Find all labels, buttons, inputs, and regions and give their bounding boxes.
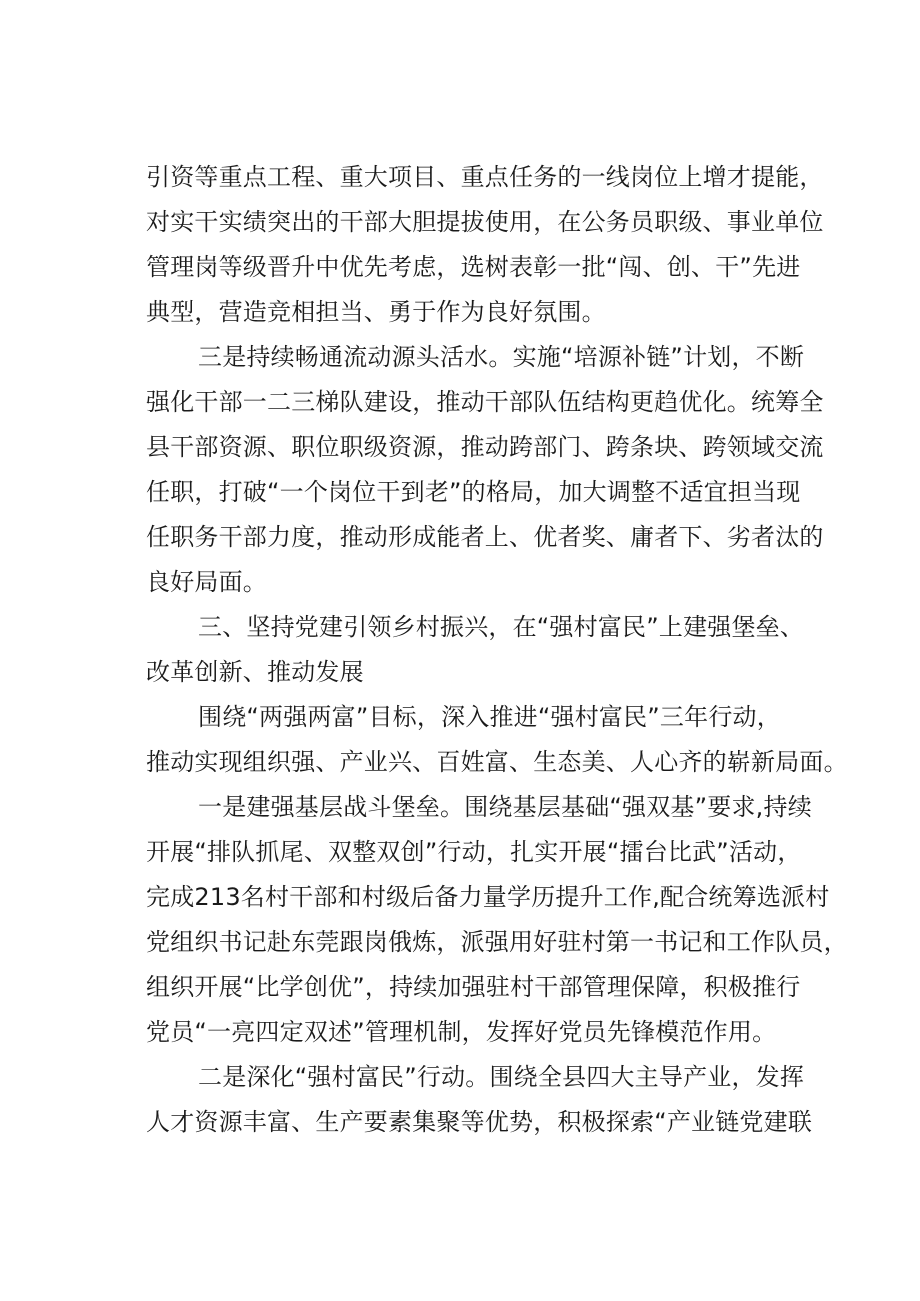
paragraph-2 [146,335,824,605]
text-line: 任职，打破“一个岗位干到老”的格局，加大调整不适宜担当现 [146,478,801,506]
text-line: 县干部资源、职位职级资源，推动跨部门、跨条块、跨领域交流 [146,433,824,461]
text-line: 组织开展“比学创优”，持续加强驻村干部管理保障，积极推行 [146,973,801,1001]
text-line: 良好局面。 [146,568,267,596]
text-line: 改革创新、推动发展 [146,658,364,686]
section-heading [146,605,806,695]
text-line: 引资等重点工程、重大项目、重点任务的一线岗位上增才提能， [146,163,824,191]
paragraph-6 [146,1055,813,1145]
text-line: 管理岗等级晋升中优先考虑，选树表彰一批“闯、创、干”先进 [146,253,801,281]
text-line: 推动实现组织强、产业兴、百姓富、生态美、人心齐的崭新局面。 [146,748,848,776]
document-body [146,155,848,1145]
text-line: 围绕“两强两富”目标，深入推进“强村富民”三年行动， [198,703,781,731]
text-line: 人才资源丰富、生产要素集聚等优势，积极探索“产业链党建联 [146,1108,813,1136]
paragraph-1 [146,155,824,335]
text-line: 强化干部一二三梯队建设，推动干部队伍结构更趋优化。统筹全 [146,388,824,416]
text-line: 党员“一亮四定双述”管理机制，发挥好党员先锋模范作用。 [146,1018,777,1046]
text-line: 完成213名村干部和村级后备力量学历提升工作,配合统筹选派村 [146,883,830,911]
paragraph-4 [146,695,848,785]
text-line: 开展“排队抓尾、双整双创”行动，扎实开展“擂台比武”活动， [146,838,802,866]
text-line: 二是深化“强村富民”行动。围绕全县四大主导产业，发挥 [198,1063,805,1091]
text-line: 一是建强基层战斗堡垒。围绕基层基础“强双基”要求,持续 [198,793,812,821]
text-line: 典型，营造竞相担当、勇于作为良好氛围。 [146,298,606,326]
text-line: 任职务干部力度，推动形成能者上、优者奖、庸者下、劣者汰的 [146,523,824,551]
text-line: 三、坚持党建引领乡村振兴，在“强村富民”上建强堡垒、 [198,613,805,641]
text-line: 党组织书记赴东莞跟岗俄炼，派强用好驻村第一书记和工作队员， [146,928,848,956]
paragraph-5 [146,785,848,1055]
text-line: 对实干实绩突出的干部大胆提拔使用，在公务员职级、事业单位 [146,208,824,236]
text-line: 三是持续畅通流动源头活水。实施“培源补链”计划，不断 [198,343,805,371]
